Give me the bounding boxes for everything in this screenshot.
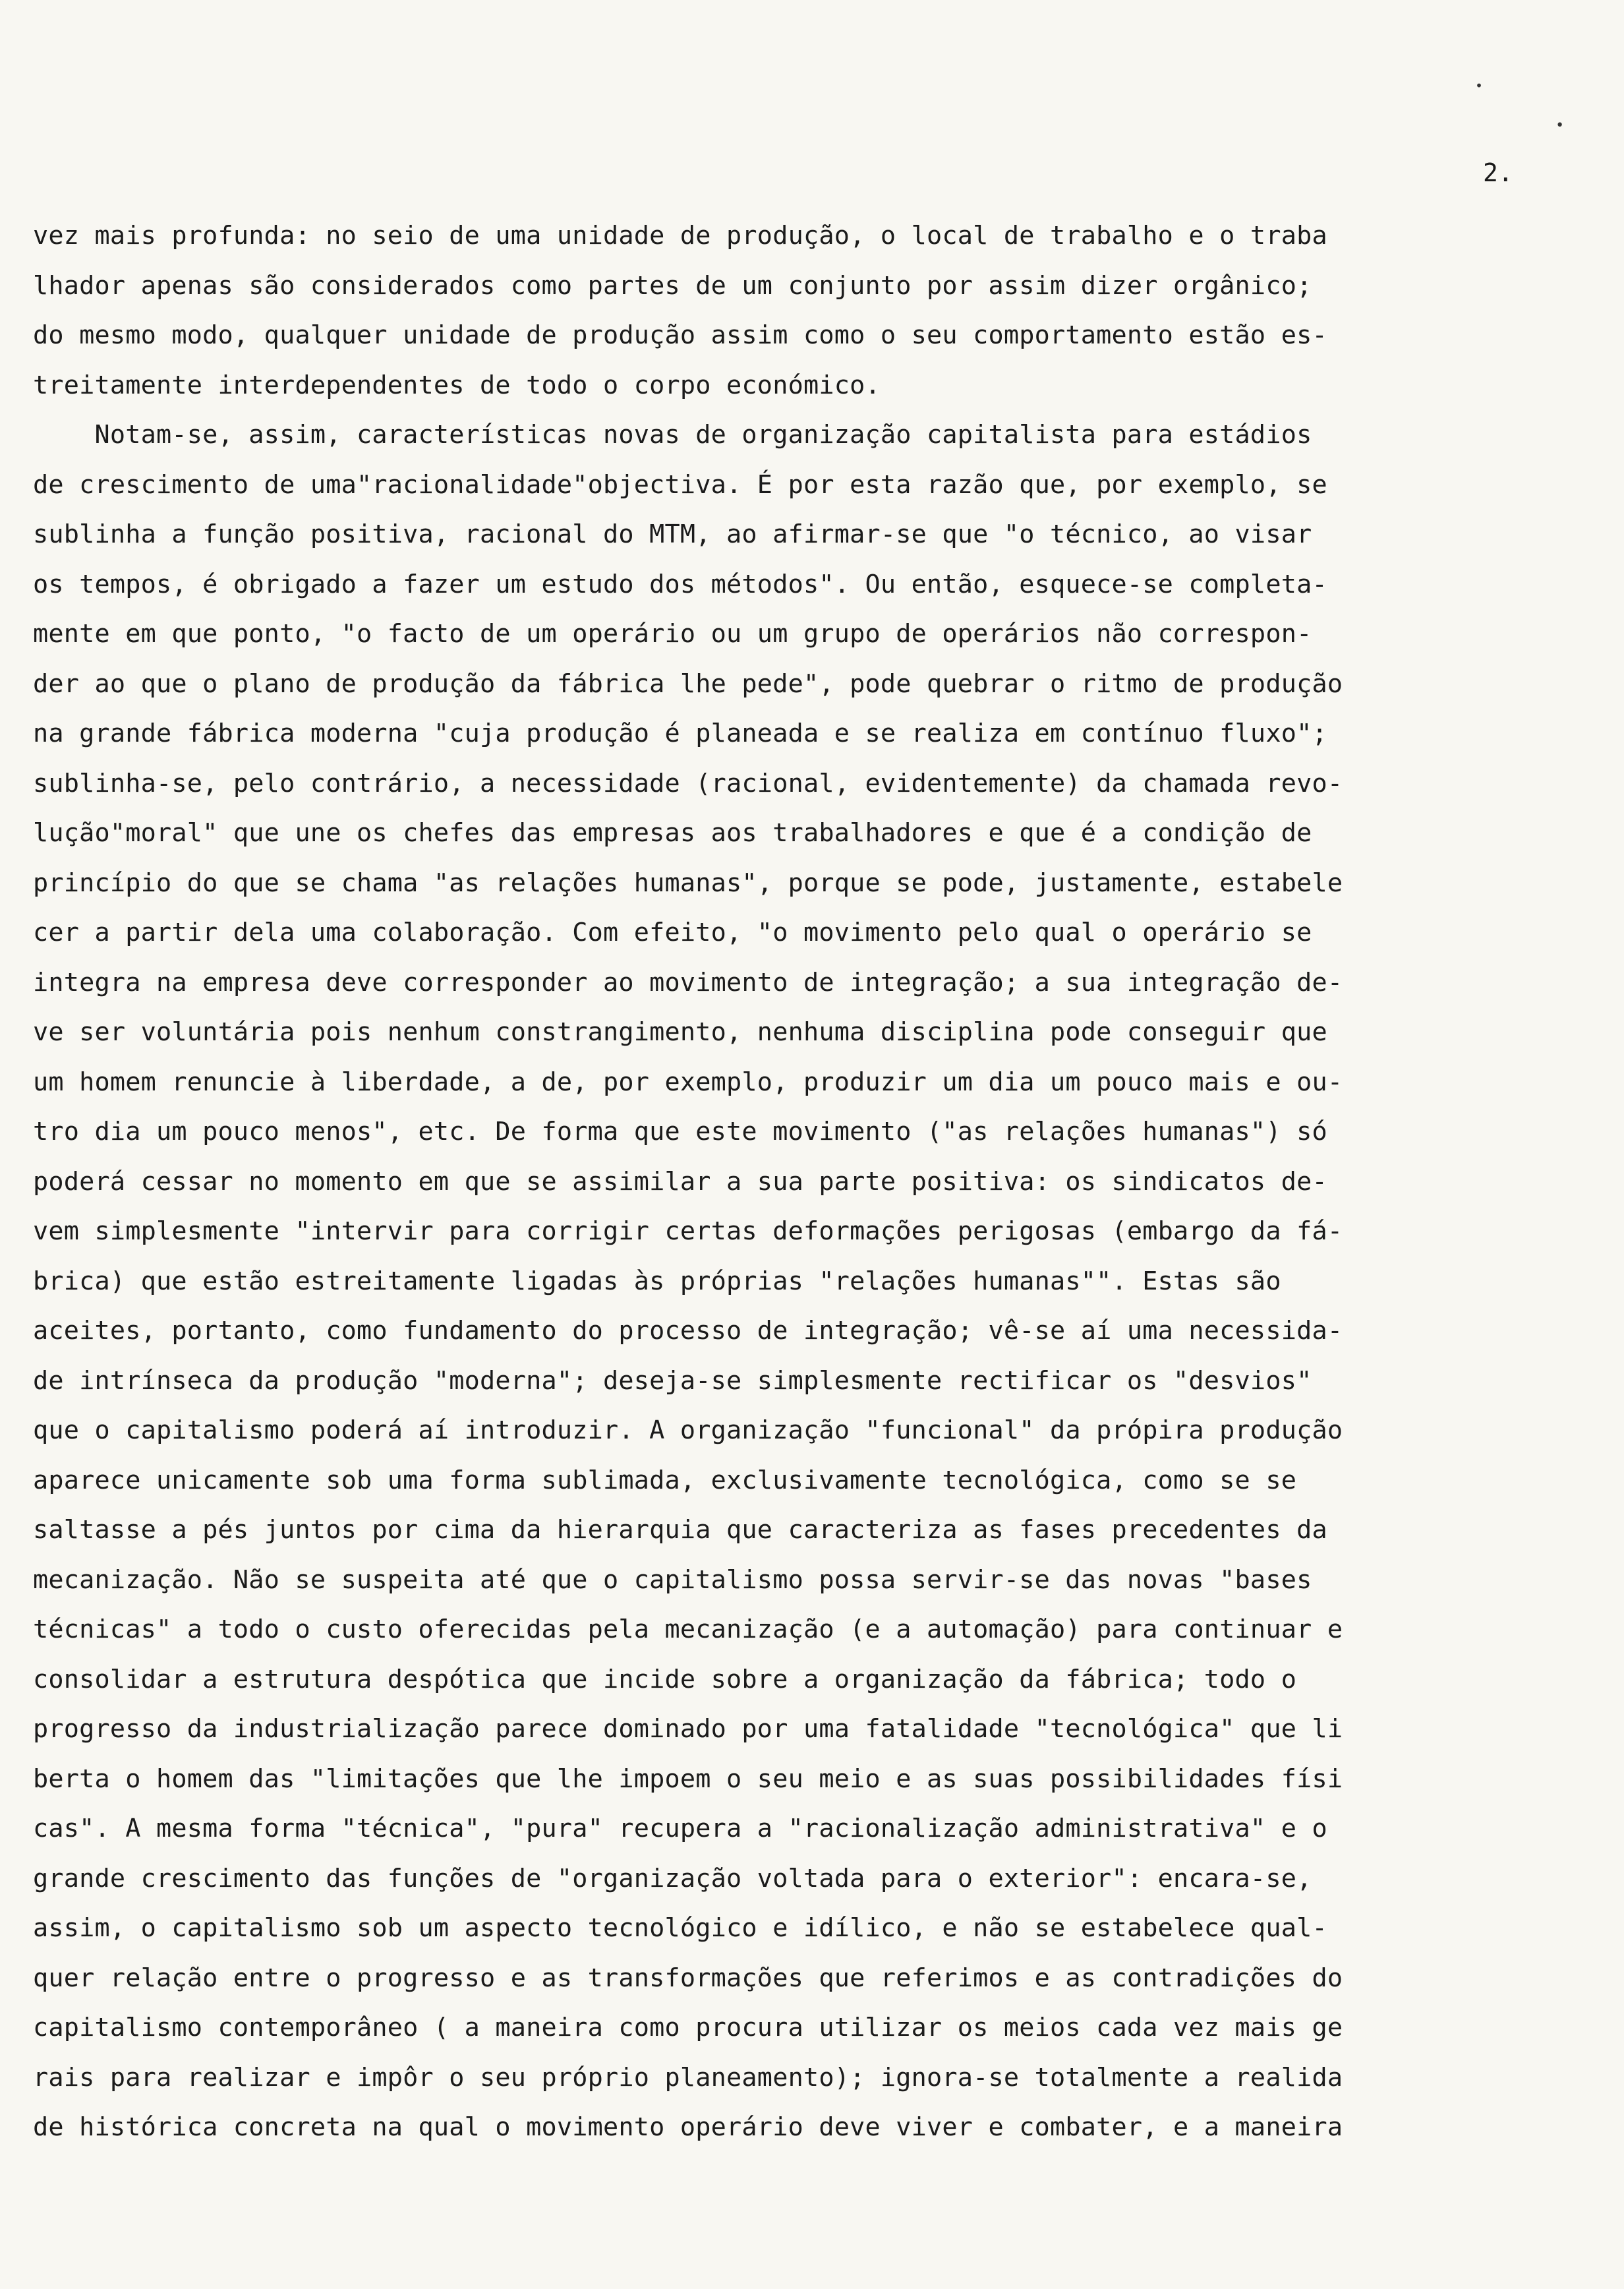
text-line: der ao que o plano de produção da fábrica lhe pede", pode quebrar o ritmo de produção [33, 669, 1343, 699]
text-line: do mesmo modo, qualquer unidade de produção assim como o seu comportamento estão es- [33, 320, 1327, 350]
text-line: aceites, portanto, como fundamento do processo de integração; vê-se aí uma necessida- [33, 1316, 1343, 1346]
text-line: assim, o capitalismo sob um aspecto tecnológico e idílico, e não se estabelece qual- [33, 1913, 1327, 1943]
text-line: quer relação entre o progresso e as transformações que referimos e as contradições do [33, 1963, 1343, 1993]
text-line: lução"moral" que une os chefes das empresas aos trabalhadores e que é a condição de [33, 818, 1312, 848]
text-line: rais para realizar e impôr o seu próprio planeamento); ignora-se totalmente a realida [33, 2062, 1343, 2093]
text-line: treitamente interdependentes de todo o corpo económico. [33, 370, 881, 400]
text-line: consolidar a estrutura despótica que incide sobre a organização da fábrica; todo o [33, 1664, 1297, 1694]
text-line: ve ser voluntária pois nenhum constrangimento, nenhuma disciplina pode conseguir que [33, 1017, 1327, 1047]
text-line: que o capitalismo poderá aí introduzir. A organização "funcional" da própira produção [33, 1415, 1343, 1445]
text-line: os tempos, é obrigado a fazer um estudo dos métodos". Ou então, esquece-se completa- [33, 569, 1327, 599]
text-line: poderá cessar no momento em que se assimilar a sua parte positiva: os sindicatos de- [33, 1166, 1327, 1197]
text-line: vem simplesmente "intervir para corrigir certas deformações perigosas (embargo da fá- [33, 1216, 1343, 1246]
text-line: mente em que ponto, "o facto de um operário ou um grupo de operários não correspon- [33, 619, 1312, 649]
text-line: integra na empresa deve corresponder ao movimento de integração; a sua integração de- [33, 967, 1343, 997]
text-line: princípio do que se chama "as relações humanas", porque se pode, justamente, estabele [33, 868, 1343, 898]
text-line: vez mais profunda: no seio de uma unidade de produção, o local de trabalho e o traba [33, 221, 1327, 251]
text-line: mecanização. Não se suspeita até que o capitalismo possa servir-se das novas "bases [33, 1564, 1312, 1595]
body-text [33, 211, 1588, 2153]
scan-mark-top: • [1475, 78, 1484, 94]
text-line: um homem renuncie à liberdade, a de, por exemplo, produzir um dia um pouco mais e ou- [33, 1067, 1343, 1097]
text-line: brica) que estão estreitamente ligadas às próprias "relações humanas"". Estas são [33, 1266, 1281, 1296]
text-line: de histórica concreta na qual o movimento operário deve viver e combater, e a maneira [33, 2112, 1343, 2142]
text-line: saltasse a pés juntos por cima da hierarquia que caracteriza as fases precedentes da [33, 1515, 1327, 1545]
text-line: de crescimento de uma"racionalidade"objectiva. É por esta razão que, por exemplo, se [33, 469, 1327, 500]
text-line: sublinha a função positiva, racional do MTM, ao afirmar-se que "o técnico, ao visar [33, 520, 1312, 549]
text-line: de intrínseca da produção "moderna"; deseja-se simplesmente rectificar os "desvios" [33, 1365, 1312, 1396]
text-line: grande crescimento das funções de "organização voltada para o exterior": encara-se, [33, 1863, 1312, 1893]
page-number: 2. [1483, 158, 1513, 187]
text-line: capitalismo contemporâneo ( a maneira como procura utilizar os meios cada vez mais ge [33, 2013, 1343, 2042]
text-line: na grande fábrica moderna "cuja produção é planeada e se realiza em contínuo fluxo"; [33, 719, 1327, 748]
scan-mark-right: • [1555, 117, 1565, 134]
text-line: cer a partir dela uma colaboração. Com efeito, "o movimento pelo qual o operário se [33, 918, 1312, 947]
text-line: tro dia um pouco menos", etc. De forma que este movimento ("as relações humanas") só [33, 1117, 1327, 1146]
text-line: técnicas" a todo o custo oferecidas pela mecanização (e a automação) para continuar e [33, 1615, 1343, 1644]
text-line: progresso da industrialização parece dominado por uma fatalidade "tecnológica" que li [33, 1714, 1343, 1744]
text-line: lhador apenas são considerados como partes de um conjunto por assim dizer orgânico; [33, 270, 1312, 301]
text-line: sublinha-se, pelo contrário, a necessidade (racional, evidentemente) da chamada revo- [33, 768, 1343, 798]
text-line: aparece unicamente sob uma forma sublimada, exclusivamente tecnológica, como se se [33, 1465, 1297, 1495]
text-line: cas". A mesma forma "técnica", "pura" recupera a "racionalização administrativa" e o [33, 1814, 1327, 1843]
text-line: Notam-se, assim, características novas de organização capitalista para estádios [33, 420, 1312, 450]
text-line: berta o homem das "limitações que lhe impoem o seu meio e as suas possibilidades físi [33, 1764, 1343, 1794]
